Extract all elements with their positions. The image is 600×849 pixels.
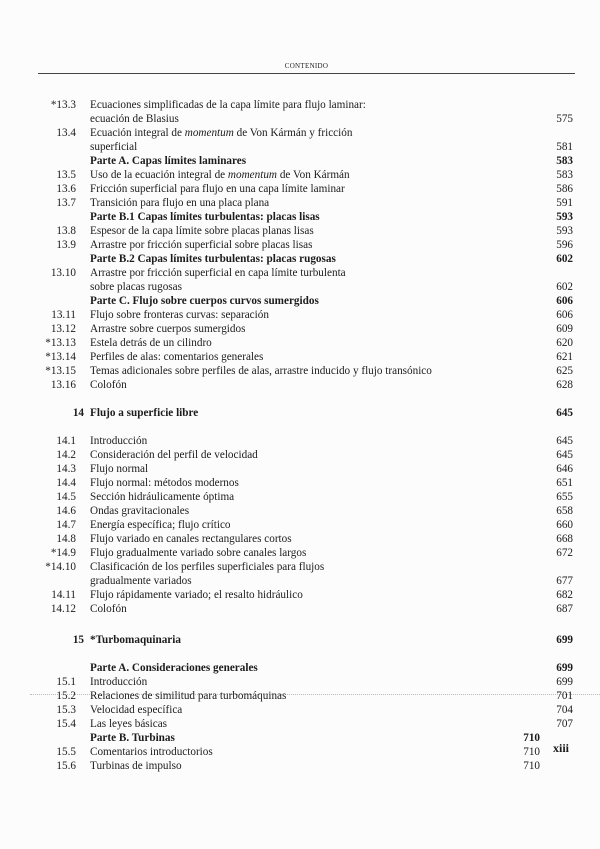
section-number: *14.10 [45, 561, 76, 573]
section-number: 14.8 [56, 533, 76, 545]
toc-part-heading [0, 154, 600, 168]
section-title: Parte B.1 Capas límites turbulentas: placas lisas [90, 211, 320, 223]
section-title: Temas adicionales sobre perfiles de alas, arrastre inducido y flujo transónico [90, 365, 432, 377]
title-fragment: Uso de la ecuación integral de [90, 169, 228, 181]
toc-entry [0, 546, 600, 560]
section-title: Espesor de la capa límite sobre placas planas lisas [90, 225, 314, 237]
section-title: Clasificación de los perfiles superficiales para flujos [90, 561, 325, 573]
section-title: Comentarios introductorios [90, 746, 213, 758]
section-number: 13.6 [56, 183, 76, 195]
page-number: 710 [523, 760, 540, 772]
section-number: 15.6 [56, 760, 76, 772]
page-number: 707 [556, 718, 573, 730]
toc-entry [0, 462, 600, 476]
page-number: 677 [556, 575, 573, 587]
section-number: 13.11 [51, 309, 76, 321]
section-title: Ondas gravitacionales [90, 505, 190, 517]
toc-entry [0, 434, 600, 448]
section-number: 14 [72, 407, 84, 419]
page-number: 660 [556, 519, 573, 531]
page-number: 699 [556, 676, 573, 688]
page-number: 602 [556, 253, 573, 265]
toc-entry [0, 224, 600, 238]
section-title: Fricción superficial para flujo en una capa límite laminar [90, 183, 345, 195]
toc-entry [0, 182, 600, 196]
toc-entry [0, 476, 600, 490]
section-number: 13.10 [50, 267, 76, 279]
page-number: 606 [556, 295, 573, 307]
toc-entry [0, 518, 600, 532]
toc-entry [0, 504, 600, 518]
section-title: Introducción [90, 676, 148, 688]
section-title: Arrastre por fricción superficial sobre placas lisas [90, 239, 313, 251]
section-number: 15 [72, 634, 84, 646]
toc-entry [0, 364, 600, 378]
page-number: 672 [556, 547, 573, 559]
section-title: sobre placas rugosas [90, 281, 182, 293]
toc-part-heading [0, 252, 600, 266]
section-number: *13.14 [45, 351, 76, 363]
section-title: *Turbomaquinaria [90, 634, 181, 646]
section-number: 13.9 [56, 239, 76, 251]
toc-part-heading [0, 661, 600, 675]
section-number: 13.16 [50, 379, 76, 391]
page-number: 645 [556, 407, 573, 419]
toc-entry [0, 560, 600, 574]
toc-chapter [0, 406, 600, 420]
page-number: 609 [556, 323, 573, 335]
section-title: Flujo gradualmente variado sobre canales largos [90, 547, 307, 559]
toc-entry [0, 266, 600, 280]
page-number: 658 [556, 505, 573, 517]
page-number: 586 [556, 183, 573, 195]
section-title [90, 126, 352, 140]
section-number: 15.5 [56, 746, 76, 758]
section-title: Flujo normal: métodos modernos [90, 477, 239, 489]
section-title: Las leyes básicas [90, 718, 168, 730]
section-title: Flujo normal [90, 463, 149, 475]
section-title: Parte B.2 Capas límites turbulentas: placas rugosas [90, 253, 336, 265]
page-number: 710 [523, 746, 540, 758]
toc-entry [0, 168, 600, 182]
section-title: Arrastre por fricción superficial en capa límite turbulenta [90, 267, 346, 279]
section-title: superficial [90, 141, 138, 153]
toc-entry [0, 238, 600, 252]
section-number: 13.7 [56, 197, 76, 209]
toc-entry [0, 196, 600, 210]
section-title: Estela detrás de un cilindro [90, 337, 212, 349]
page-number: 621 [556, 351, 573, 363]
page-number: 651 [556, 477, 573, 489]
section-number: 15.4 [56, 718, 76, 730]
section-number: 15.2 [56, 690, 76, 702]
running-header: CONTENIDO [284, 62, 329, 70]
section-title [90, 168, 350, 182]
header-rule [38, 73, 575, 74]
page-number: 606 [556, 309, 573, 321]
page-number: 668 [556, 533, 573, 545]
page-number: 645 [556, 435, 573, 447]
section-number: *13.15 [45, 365, 76, 377]
section-title: Introducción [90, 435, 148, 447]
toc-entry [0, 280, 600, 294]
section-title: Sección hidráulicamente óptima [90, 491, 235, 503]
section-title: Parte C. Flujo sobre cuerpos curvos sumergidos [90, 295, 319, 307]
page-number: 687 [556, 603, 573, 615]
toc-entry [0, 322, 600, 336]
section-title: Energía específica; flujo crítico [90, 519, 231, 531]
toc-entry [0, 745, 600, 759]
italic-term: momentum [184, 127, 234, 139]
page-number: 710 [523, 732, 540, 744]
toc-part-heading [0, 210, 600, 224]
page-number: 593 [556, 211, 573, 223]
section-title: Colofón [90, 379, 127, 391]
section-title: gradualmente variados [90, 575, 192, 587]
section-number: 14.5 [56, 491, 76, 503]
section-number: 14.6 [56, 505, 76, 517]
page-number: 645 [556, 449, 573, 461]
section-title: Parte B. Turbinas [90, 732, 175, 744]
toc-entry [0, 112, 600, 126]
section-title: Ecuaciones simplificadas de la capa límite para flujo laminar: [90, 99, 366, 111]
section-title: Velocidad específica [90, 704, 183, 716]
page-folio: xiii [553, 741, 570, 755]
section-title: Arrastre sobre cuerpos sumergidos [90, 323, 246, 335]
title-fragment: de Von Kármán [277, 169, 350, 181]
section-number: *13.3 [50, 99, 76, 111]
toc-entry [0, 717, 600, 731]
toc-entry [0, 126, 600, 140]
toc-entry [0, 689, 600, 703]
section-number: 15.1 [56, 676, 76, 688]
toc-entry [0, 98, 600, 112]
toc-entry [0, 350, 600, 364]
page-number: 593 [556, 225, 573, 237]
toc-entry [0, 140, 600, 154]
toc-entry [0, 675, 600, 689]
section-number: 14.4 [56, 477, 76, 489]
section-title: Turbinas de impulso [90, 760, 182, 772]
section-number: 14.12 [50, 603, 76, 615]
page-number: 581 [556, 141, 573, 153]
page-number: 628 [556, 379, 573, 391]
page-number: 596 [556, 239, 573, 251]
section-title: Flujo rápidamente variado; el resalto hidráulico [90, 589, 303, 601]
page-number: 625 [556, 365, 573, 377]
toc-part-heading [0, 294, 600, 308]
section-title: Consideración del perfil de velocidad [90, 449, 258, 461]
section-number: 14.11 [51, 589, 76, 601]
section-number: 13.5 [56, 169, 76, 181]
section-number: 13.12 [50, 323, 76, 335]
section-title: Colofón [90, 603, 127, 615]
section-number: *13.13 [45, 337, 76, 349]
page-number: 602 [556, 281, 573, 293]
section-number: 14.7 [56, 519, 76, 531]
section-title: Parte A. Consideraciones generales [90, 662, 258, 674]
section-title: ecuación de Blasius [90, 113, 179, 125]
toc-entry [0, 308, 600, 322]
toc-entry [0, 574, 600, 588]
page-number: 682 [556, 589, 573, 601]
toc-entry [0, 759, 600, 773]
toc-entry [0, 588, 600, 602]
title-fragment: Ecuación integral de [90, 127, 185, 139]
section-number: *14.9 [50, 547, 76, 559]
page-number: 699 [556, 634, 573, 646]
italic-term: momentum [227, 169, 278, 181]
section-title: Flujo sobre fronteras curvas: separación [90, 309, 269, 321]
section-title: Relaciones de similitud para turbomáquinas [90, 690, 287, 702]
page-number: 575 [556, 113, 573, 125]
toc-entry [0, 602, 600, 616]
page-number: 583 [556, 155, 573, 167]
toc-part-heading [0, 731, 600, 745]
section-title: Transición para flujo en una placa plana [90, 197, 270, 209]
page-number: 591 [556, 197, 573, 209]
section-title: Parte A. Capas límites laminares [90, 155, 247, 167]
toc-entry [0, 490, 600, 504]
toc-entry [0, 378, 600, 392]
section-number: 14.3 [56, 463, 76, 475]
page-number: 646 [556, 463, 573, 475]
section-number: 13.4 [56, 127, 76, 139]
toc-entry [0, 336, 600, 350]
page-number: 701 [556, 690, 573, 702]
page-number: 655 [556, 491, 573, 503]
title-fragment: de Von Kármán y fricción [233, 127, 353, 139]
section-number: 14.1 [56, 435, 76, 447]
section-title: Flujo a superficie libre [90, 407, 199, 419]
toc-entry [0, 703, 600, 717]
section-number: 13.8 [56, 225, 76, 237]
toc-entry [0, 532, 600, 546]
section-number: 14.2 [56, 449, 76, 461]
page-number: 583 [556, 169, 573, 181]
section-title: Perfiles de alas: comentarios generales [90, 351, 264, 363]
page-number: 699 [556, 662, 573, 674]
section-title: Flujo variado en canales rectangulares cortos [90, 533, 292, 545]
page-number: 620 [556, 337, 573, 349]
section-number: 15.3 [56, 704, 76, 716]
toc-chapter [0, 633, 600, 647]
toc-entry [0, 448, 600, 462]
page-number: 704 [556, 704, 573, 716]
